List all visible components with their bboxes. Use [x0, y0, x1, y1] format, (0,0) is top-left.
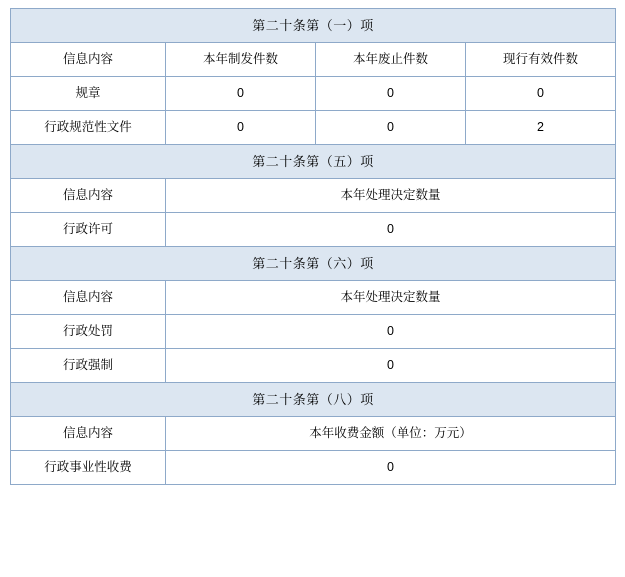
- disclosure-statistics-table: [10, 8, 616, 485]
- column-header-row: [11, 417, 616, 451]
- cell-regulations-effective: 0: [466, 77, 616, 111]
- column-header-decisions-count-6: 本年处理决定数量: [166, 281, 616, 315]
- section-header-row: [11, 247, 616, 281]
- row-label-regulations: 规章: [11, 77, 166, 111]
- section-header-row: [11, 145, 616, 179]
- cell-administrative-licensing-count: 0: [166, 213, 616, 247]
- column-header-fee-amount: 本年收费金额（单位：万元）: [166, 417, 616, 451]
- column-header-abolished-count: 本年废止件数: [316, 43, 466, 77]
- column-header-row: [11, 179, 616, 213]
- section-header-row: [11, 9, 616, 43]
- row-label-normative-documents: 行政规范性文件: [11, 111, 166, 145]
- cell-administrative-fees-amount: 0: [166, 451, 616, 485]
- section-header-item-5: 第二十条第（五）项: [11, 145, 616, 179]
- column-header-effective-count: 现行有效件数: [466, 43, 616, 77]
- section-header-item-6: 第二十条第（六）项: [11, 247, 616, 281]
- table-row: [11, 77, 616, 111]
- row-label-administrative-licensing: 行政许可: [11, 213, 166, 247]
- column-header-issued-count: 本年制发件数: [166, 43, 316, 77]
- cell-administrative-coercion-count: 0: [166, 349, 616, 383]
- column-header-row: [11, 43, 616, 77]
- cell-regulations-abolished: 0: [316, 77, 466, 111]
- column-header-info-content-5: 信息内容: [11, 179, 166, 213]
- table-row: [11, 451, 616, 485]
- row-label-administrative-penalty: 行政处罚: [11, 315, 166, 349]
- table-row: [11, 349, 616, 383]
- table-row: [11, 213, 616, 247]
- column-header-info-content-6: 信息内容: [11, 281, 166, 315]
- column-header-row: [11, 281, 616, 315]
- section-header-item-8: 第二十条第（八）项: [11, 383, 616, 417]
- column-header-info-content: 信息内容: [11, 43, 166, 77]
- cell-normative-documents-issued: 0: [166, 111, 316, 145]
- column-header-info-content-8: 信息内容: [11, 417, 166, 451]
- cell-regulations-issued: 0: [166, 77, 316, 111]
- table-row: [11, 111, 616, 145]
- table-row: [11, 315, 616, 349]
- column-header-decisions-count-5: 本年处理决定数量: [166, 179, 616, 213]
- row-label-administrative-coercion: 行政强制: [11, 349, 166, 383]
- cell-normative-documents-abolished: 0: [316, 111, 466, 145]
- row-label-administrative-fees: 行政事业性收费: [11, 451, 166, 485]
- cell-normative-documents-effective: 2: [466, 111, 616, 145]
- cell-administrative-penalty-count: 0: [166, 315, 616, 349]
- section-header-row: [11, 383, 616, 417]
- section-header-item-1: 第二十条第（一）项: [11, 9, 616, 43]
